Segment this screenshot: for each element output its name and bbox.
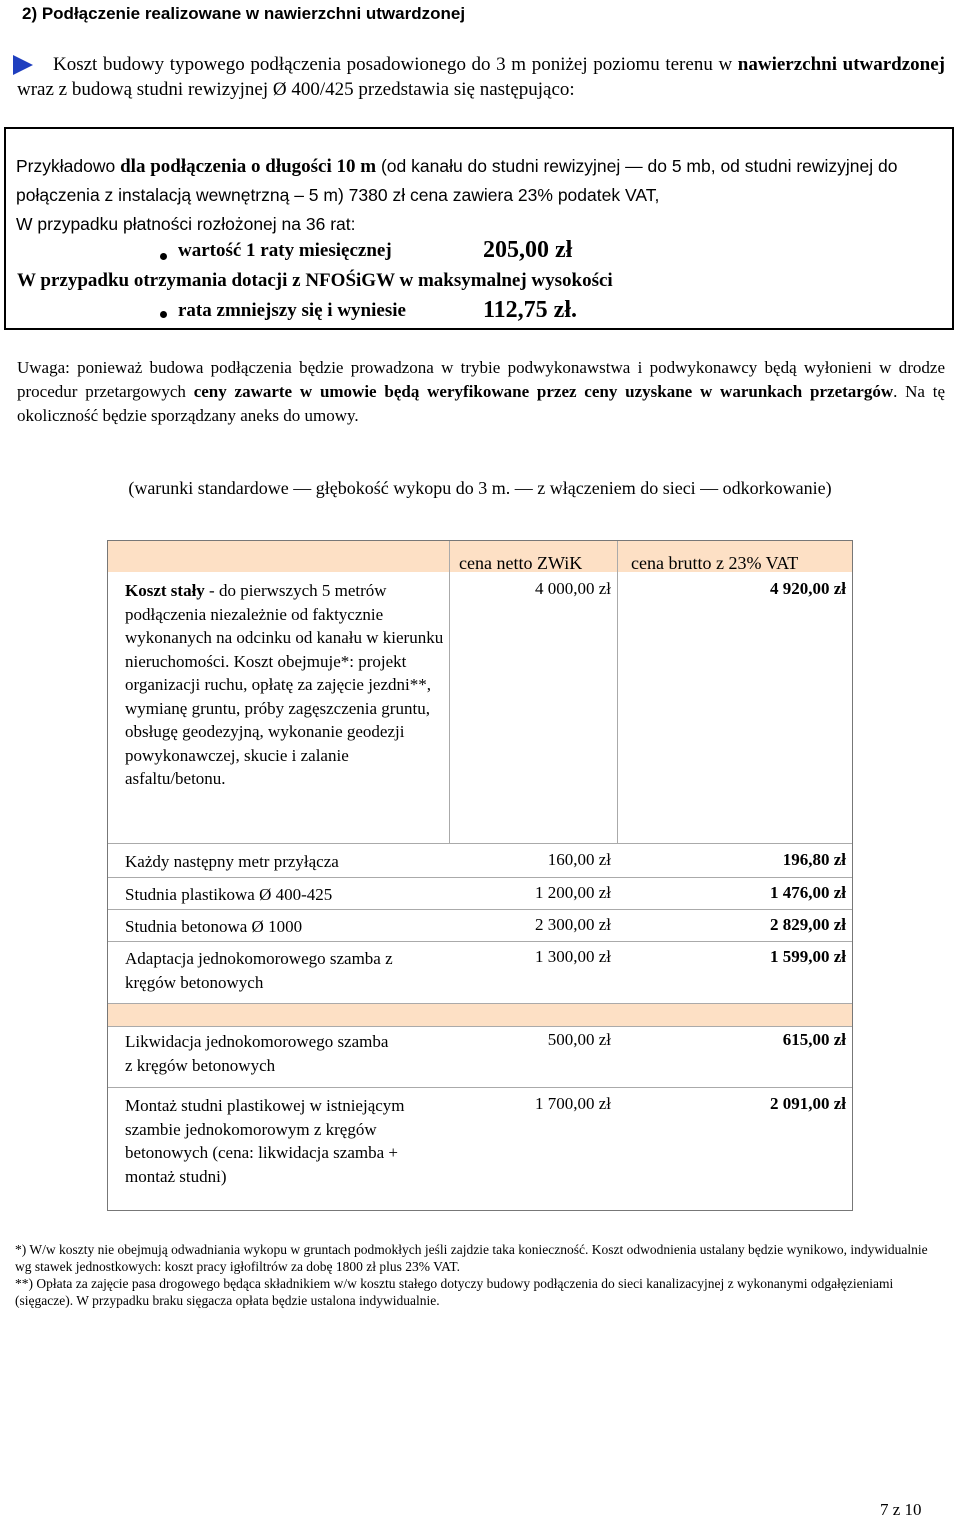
footnote-1: *) W/w koszty nie obejmują odwadniania wykopu w gruntach podmokłych jeśli zajdzie taka konieczność. Koszt odwodnienia ustalany będzie wynikowo, indywidualnie wg stawek jednostkowych: koszt pracy igłofiltrów za dobę 1800 zł plus 23% VAT. <box>15 1242 928 1274</box>
table-row-net: 1 200,00 zł <box>534 883 611 902</box>
row-divider <box>108 877 852 878</box>
header-gross-price: cena brutto z 23% VAT <box>631 553 799 573</box>
table-row-net: 2 300,00 zł <box>534 915 611 934</box>
table-row-gross: 196,80 zł <box>782 850 846 869</box>
conditions-line: (warunki standardowe — głębokość wykopu do 3 m. — z włączeniem do sieci — odkorkowanie) <box>128 478 832 498</box>
intro-text-2: wraz z budową studni rewizyjnej Ø 400/425 przedstawia się następująco: <box>17 79 575 100</box>
table-row-net: 160,00 zł <box>547 850 611 869</box>
table-row-gross: 2 829,00 zł <box>769 915 846 934</box>
note-bold: ceny zawarte w umowie będą weryfikowane przez ceny uzyskane w warunkach przetargów <box>193 382 894 401</box>
table-row-label: Studnia betonowa Ø 1000 <box>125 917 303 936</box>
table-row-gross: 2 091,00 zł <box>769 1094 846 1113</box>
page-number: 7 z 10 <box>880 1500 922 1519</box>
table-row-label: Likwidacja jednokomorowego szamba z kręgów betonowych <box>125 1032 389 1075</box>
table-row-net: 1 300,00 zł <box>534 947 611 966</box>
fixed-cost-text: - do pierwszych 5 metrów podłączenia niezależnie od faktycznie wykonanych na odcinku od kanału w kierunku nieruchomości. Koszt obejmuje*: projekt organizacji ruchu, opłatę za zajęcie jezdni**, wymianę gruntu, próby zagęszczenia gruntu, obsługę geodezyjną, wykonanie geodezji powykonawczej, skucie i zalanie asfaltu/betonu. <box>125 581 444 788</box>
example-box-text <box>16 152 940 239</box>
table-highlight-band <box>108 1003 852 1026</box>
row-divider <box>108 843 852 844</box>
table-row-gross: 1 599,00 zł <box>769 947 846 966</box>
intro-bold: nawierzchni utwardzonej <box>737 54 946 75</box>
intro-text-1: Koszt budowy typowego podłączenia posadowionego do 3 m poniżej poziomu terenu w <box>53 54 733 75</box>
row-divider <box>108 1087 852 1088</box>
installment-value: 205,00 zł <box>483 237 573 263</box>
row-divider <box>108 941 852 942</box>
table-row-gross: 615,00 zł <box>782 1030 846 1049</box>
bullet-dot-icon <box>160 311 167 318</box>
table-row-label: Każdy następny metr przyłącza <box>125 852 339 871</box>
table-row-net: 1 700,00 zł <box>534 1094 611 1113</box>
table-row-gross: 1 476,00 zł <box>769 883 846 902</box>
subsidy-text: W przypadku otrzymania dotacji z NFOŚiGW w maksymalnej wysokości <box>17 270 613 291</box>
fixed-cost-net: 4 000,00 zł <box>534 579 611 598</box>
box-installments: W przypadku płatności rozłożonej na 36 rat: <box>16 214 356 234</box>
reduced-installment-label: rata zmniejszy się i wyniesie <box>178 300 406 321</box>
box-text-1: Przykładowo <box>16 156 116 176</box>
intro-paragraph <box>17 52 945 102</box>
table-row-label: Studnia plastikowa Ø 400-425 <box>125 885 333 904</box>
bullet-dot-icon <box>160 253 167 260</box>
box-bold-length: dla podłączenia o długości 10 m <box>120 156 377 177</box>
fixed-cost-label: Koszt stały <box>125 581 205 600</box>
fixed-cost-gross: 4 920,00 zł <box>769 579 846 598</box>
footnote-2: **) Opłata za zajęcie pasa drogowego będąca składnikiem w/w kosztu stałego dotyczy budowy podłączenia do sieci kanalizacyjnej z wykonanymi odgałęzieniami (sięgacze). W przypadku braku sięgacza opłata będzie ustalona indywidualnie. <box>15 1276 894 1308</box>
box-text-2: (od kanału do studni rewizyjnej — do 5 mb, od studni rewizyjnej do połączenia z instalacją wewnętrzną – 5 m) 7380 zł cena zawiera 23% podatek VAT, <box>16 156 898 205</box>
row-divider <box>108 1026 852 1027</box>
note-text-2: . Na tę okoliczność będzie sporządzany aneks do umowy. <box>17 382 945 425</box>
table-row-label: Montaż studni plastikowej w istniejącym szambie jednokomorowym z kręgów betonowych (cena: likwidacja szamba + montaż studni) <box>125 1096 405 1186</box>
table-row-net: 500,00 zł <box>547 1030 611 1049</box>
row-divider <box>108 909 852 910</box>
table-row-label: Adaptacja jednokomorowego szamba z kręgów betonowych <box>125 949 393 992</box>
header-net-price: cena netto ZWiK <box>459 553 583 573</box>
footnotes <box>15 1241 945 1309</box>
section-heading: 2) Podłączenie realizowane w nawierzchni utwardzonej <box>22 4 466 23</box>
installment-label: wartość 1 raty miesięcznej <box>178 240 392 261</box>
reduced-installment-value: 112,75 zł. <box>483 297 577 323</box>
note-paragraph <box>17 356 945 428</box>
note-text-1: Uwaga: ponieważ budowa podłączenia będzie prowadzona w trybie podwykonawstwa i podwykonawcy będą wyłonieni w drodze procedur przetargowych <box>17 358 945 401</box>
row-divider <box>108 1003 852 1004</box>
fixed-cost-description <box>125 579 450 791</box>
